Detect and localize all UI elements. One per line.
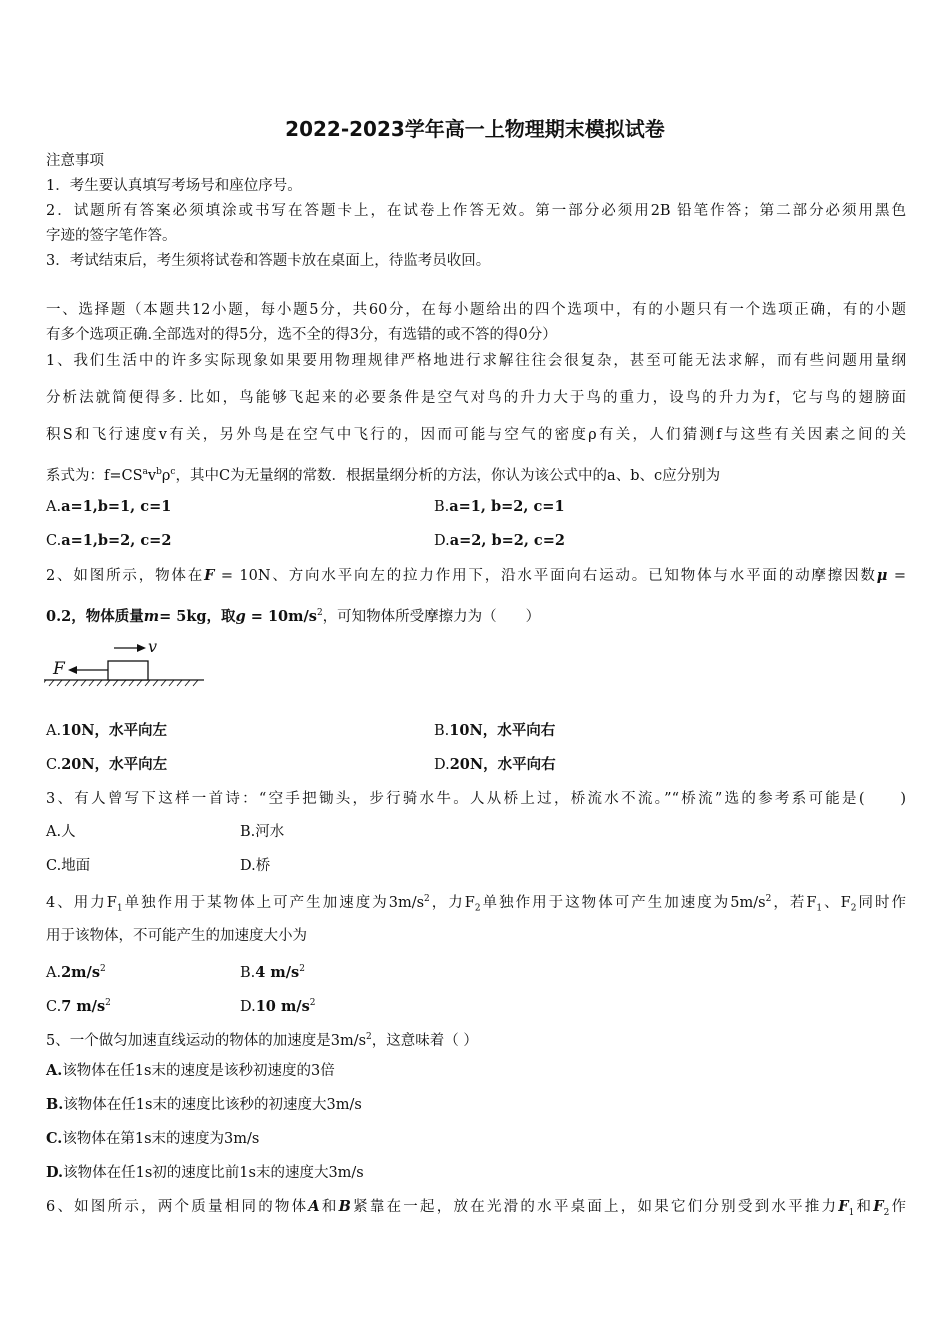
question-1-formula-line: 系式为：$f=CS^av^b\rho^c$，其中C为无量纲的常数．根据量纲分析的方法，你认为该公式中的a、b、c应分别为	[46, 467, 721, 484]
question-2-line: 2、如图所示，物体在F = 10N、方向水平向左的拉力作用下，沿水平面向右运动。已知物体与水平面的动摩擦因数μ =	[46, 567, 906, 584]
option-a[interactable]: A.10N，水平向左	[46, 722, 168, 739]
option-c[interactable]: C.a=1,b=2, c=2	[46, 532, 172, 549]
option-d[interactable]: D.a=2, b=2, c=2	[434, 532, 565, 549]
section-heading-cont: 有多个选项正确.全部选对的得5分，选不全的得3分，有选错的或不答的得0分）	[46, 327, 557, 343]
notice-heading: 注意事项	[46, 153, 104, 169]
option-d[interactable]: D.20N，水平向右	[434, 756, 556, 773]
question-2-line: 0.2，物体质量m= 5kg，取$g = 10m/s^2$，可知物体所受摩擦力为（ ）	[46, 607, 541, 625]
notice-item: 2．试题所有答案必须填涂或书写在答题卡上，在试卷上作答无效。第一部分必须用2B 铅笔作答；第二部分必须用黑色	[46, 203, 906, 219]
option-c[interactable]: C.7 $m/s^2$	[46, 997, 111, 1015]
option-b[interactable]: B.4 $m/s^2$	[240, 963, 305, 981]
option-c[interactable]: C.该物体在第1s末的速度为3m/s	[46, 1130, 260, 1147]
force-label: F	[53, 659, 65, 679]
section-heading: 一、选择题（本题共12小题，每小题5分，共60分，在每小题给出的四个选项中，有的小题只有一个选项正确，有的小题	[46, 302, 906, 318]
force-diagram-svg	[44, 634, 209, 690]
notice-item: 字迹的签字笔作答。	[46, 228, 177, 244]
question-1-line: 1、我们生活中的许多实际现象如果要用物理规律严格地进行求解往往会很复杂，甚至可能无法求解，而有些问题用量纲	[46, 353, 906, 369]
option-b[interactable]: B.a=1, b=2, c=1	[434, 498, 565, 515]
velocity-label: v	[148, 637, 158, 656]
block	[108, 661, 148, 680]
question-4-line: 用于该物体，不可能产生的加速度大小为	[46, 928, 307, 944]
option-a[interactable]: $A.2m/s^2$	[46, 963, 106, 981]
question-3-line: 3、有人曾写下这样一首诗：“空手把锄头，步行骑水牛。人从桥上过，桥流水不流。”“桥流”选的参考系可能是( )	[46, 791, 906, 807]
question-6-line: 6、如图所示，两个质量相同的物体A和B紧靠在一起，放在光滑的水平桌面上，如果它们分别受到水平推力$F_1$和$F_2$作	[46, 1198, 907, 1218]
option-a[interactable]: A.人	[46, 824, 76, 840]
notice-item: 1．考生要认真填写考场号和座位序号。	[46, 178, 302, 194]
ground-hatching	[44, 680, 198, 686]
force-arrow-head	[68, 666, 77, 674]
option-c[interactable]: C.地面	[46, 858, 91, 874]
question-1-line: 积S和飞行速度v有关，另外鸟是在空气中飞行的，因而可能与空气的密度ρ有关，人们猜测f与这些有关因素之间的关	[46, 427, 906, 443]
velocity-arrow-head	[137, 644, 146, 652]
page-title: 2022-2023学年高一上物理期末模拟试卷	[285, 117, 665, 141]
option-d[interactable]: D.10 $m/s^2$	[240, 997, 316, 1015]
option-d[interactable]: D.桥	[240, 858, 271, 874]
option-a[interactable]: A.该物体在任1s末的速度是该秒初速度的3倍	[46, 1062, 335, 1079]
notice-item: 3．考试结束后，考生须将试卷和答题卡放在桌面上，待监考员收回。	[46, 253, 491, 269]
option-a[interactable]: A.a=1,b=1, c=1	[46, 498, 172, 515]
option-b[interactable]: B.河水	[240, 824, 285, 840]
question-5-line: 5、一个做匀加速直线运动的物体的加速度是$3m/s^2$，这意味着（ ）	[46, 1032, 478, 1049]
force-diagram	[44, 634, 209, 694]
option-c[interactable]: C.20N，水平向左	[46, 756, 168, 773]
option-b[interactable]: B.10N，水平向右	[434, 722, 556, 739]
option-d[interactable]: D.该物体在任1s初的速度比前1s末的速度大3m/s	[46, 1164, 364, 1181]
question-1-line: 分析法就简便得多. 比如，鸟能够飞起来的必要条件是空气对鸟的升力大于鸟的重力，设鸟的升力为f，它与鸟的翅膀面	[46, 390, 906, 406]
option-b[interactable]: B.该物体在任1s末的速度比该秒的初速度大3m/s	[46, 1096, 362, 1113]
question-4-line: 4、用力$F_1$单独作用于某物体上可产生加速度为$3m/s^2$，力$F_2$单独作用于这物体可产生加速度为$5m/s^2$，若$F_1$、$F_2$同时作	[46, 894, 906, 914]
